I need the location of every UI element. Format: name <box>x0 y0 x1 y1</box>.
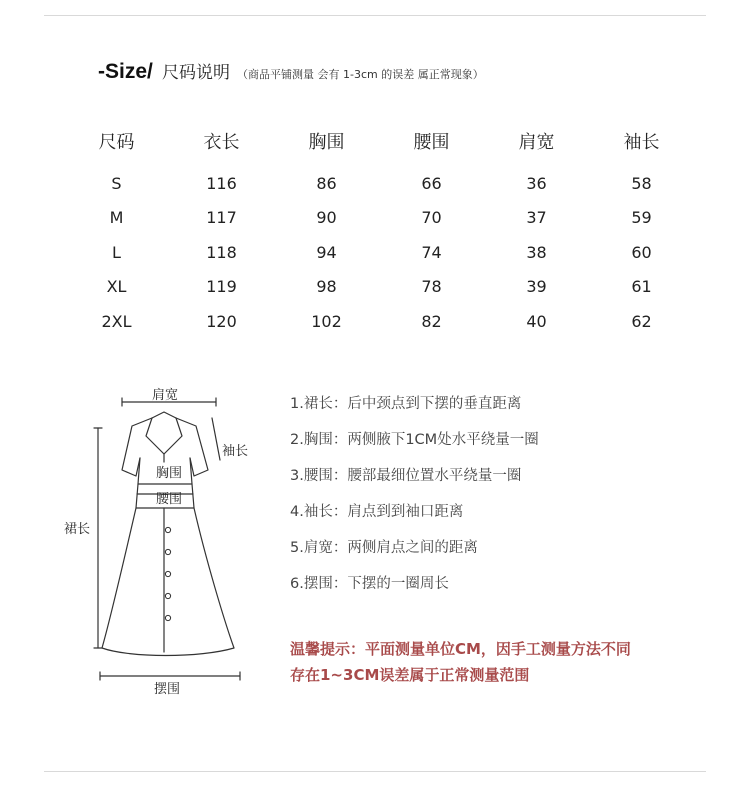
dress-diagram <box>60 380 280 700</box>
chest-label: 胸围 <box>156 466 183 481</box>
size-table <box>64 122 694 339</box>
table-cell: 90 <box>316 208 337 228</box>
warm-tip <box>290 636 690 688</box>
table-cell: 119 <box>206 277 237 297</box>
top-divider <box>44 15 706 16</box>
table-cell: 58 <box>631 173 652 193</box>
table-cell: 66 <box>421 173 442 193</box>
table-cell: M <box>109 208 124 228</box>
list-item: 3.腰围：腰部最细位置水平绕量一圈 <box>290 468 522 484</box>
table-cell: 36 <box>526 173 547 193</box>
hem-label: 摆围 <box>154 682 181 697</box>
header-cell: 胸围 <box>308 132 345 153</box>
table-cell: 2XL <box>101 311 132 331</box>
table-cell: 82 <box>421 311 442 331</box>
sleeve-label: 袖长 <box>222 444 249 459</box>
table-cell: 116 <box>206 173 237 193</box>
title-chinese: 尺码说明 <box>161 63 230 83</box>
header-cell: 腰围 <box>413 132 450 153</box>
list-item: 2.胸围：两侧腋下1CM处水平绕量一圈 <box>290 432 539 448</box>
list-item: 1.裙长：后中颈点到下摆的垂直距离 <box>290 396 522 412</box>
table-row <box>64 201 694 236</box>
page-title <box>98 58 484 84</box>
table-cell: 78 <box>421 277 442 297</box>
dress-outline-illustration <box>60 380 280 700</box>
table-header <box>64 122 694 160</box>
table-cell: 86 <box>316 173 337 193</box>
table-cell: L <box>112 242 121 262</box>
table-cell: XL <box>106 277 127 297</box>
table-cell: 39 <box>526 277 547 297</box>
table-cell: 62 <box>631 311 652 331</box>
table-cell: 38 <box>526 242 547 262</box>
list-item: 5.肩宽：两侧肩点之间的距离 <box>290 540 478 556</box>
length-label: 裙长 <box>64 522 91 537</box>
table-cell: 60 <box>631 242 652 262</box>
table-cell: 59 <box>631 208 652 228</box>
title-note: （商品平铺测量 会有 1-3cm 的误差 属正常现象） <box>237 68 484 81</box>
shoulder-label: 肩宽 <box>152 388 179 403</box>
table-row <box>64 304 694 339</box>
bottom-divider <box>44 771 706 772</box>
table-cell: 70 <box>421 208 442 228</box>
waist-label: 腰围 <box>156 492 183 507</box>
table-cell: 94 <box>316 242 337 262</box>
list-item: 6.摆围：下摆的一圈周长 <box>290 576 449 592</box>
tip-line-2: 存在1~3CM误差属于正常测量范围 <box>290 666 530 684</box>
table-row <box>64 270 694 305</box>
header-cell: 衣长 <box>203 132 240 153</box>
table-row <box>64 166 694 201</box>
header-cell: 肩宽 <box>518 132 555 153</box>
table-cell: 118 <box>206 242 237 262</box>
measurement-instructions <box>290 392 539 608</box>
table-cell: 120 <box>206 311 237 331</box>
table-cell: 117 <box>206 208 237 228</box>
header-cell: 尺码 <box>98 132 135 153</box>
table-cell: 74 <box>421 242 442 262</box>
tip-line-1: 温馨提示：平面测量单位CM，因手工测量方法不同 <box>290 640 631 658</box>
table-cell: S <box>111 173 122 193</box>
title-english: -Size/ <box>98 60 153 83</box>
list-item: 4.袖长：肩点到到袖口距离 <box>290 504 464 520</box>
table-cell: 61 <box>631 277 652 297</box>
table-cell: 37 <box>526 208 547 228</box>
header-cell: 袖长 <box>623 132 660 153</box>
table-cell: 98 <box>316 277 337 297</box>
table-cell: 40 <box>526 311 547 331</box>
table-row <box>64 235 694 270</box>
table-cell: 102 <box>311 311 342 331</box>
